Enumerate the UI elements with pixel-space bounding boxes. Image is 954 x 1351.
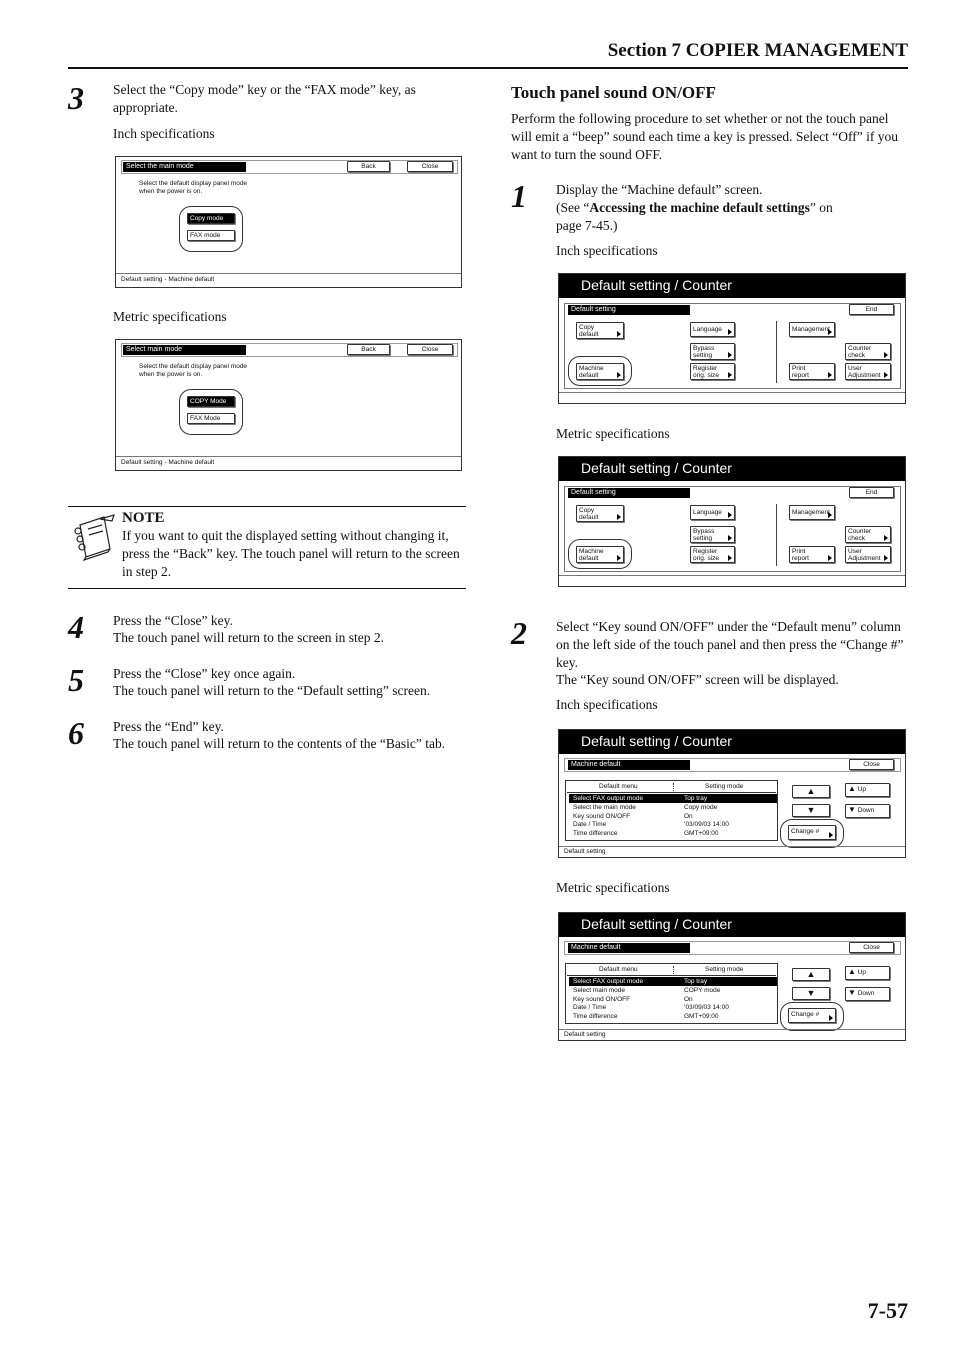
- header-rule: [68, 67, 908, 69]
- section-heading: Touch panel sound ON/OFF: [511, 83, 716, 102]
- note-text: If you want to quit the displayed setting without changing it, press the “Back” key. The touch panel will return to the screen in step 2.: [122, 528, 460, 579]
- select-main-mode-screen-metric: [115, 339, 462, 471]
- row-1-value: COPY mode: [684, 987, 721, 994]
- print-report-button[interactable]: Print report: [789, 363, 835, 380]
- step-3-text: Select the “Copy mode” key or the “FAX mode” key, as appropriate.: [113, 82, 416, 115]
- page-number: 7-57: [867, 1298, 908, 1323]
- counter-check-button[interactable]: Counter check: [845, 343, 891, 360]
- copy-mode-button[interactable]: Copy mode: [187, 213, 235, 224]
- machine-default-screen-inch: [558, 729, 906, 858]
- panel-header: Default setting / Counter: [559, 730, 905, 754]
- screen-title: Machine default: [568, 760, 690, 770]
- machine-default-button[interactable]: Machine default: [576, 363, 624, 380]
- copy-default-button[interactable]: Copy default: [576, 322, 624, 339]
- register-orig-size-button[interactable]: Register orig. size: [690, 363, 735, 380]
- counter-check-button[interactable]: Counter check: [845, 526, 891, 543]
- panel-header: Default setting / Counter: [559, 457, 905, 481]
- step-number-2: 2: [511, 615, 527, 651]
- metric-spec-label: Metric specifications: [556, 426, 670, 441]
- bypass-setting-button[interactable]: Bypass setting: [690, 343, 735, 360]
- scroll-up-button[interactable]: [792, 785, 830, 798]
- col-header-setting-mode: Setting mode: [705, 783, 744, 790]
- scroll-down-button[interactable]: [792, 987, 830, 1000]
- triangle-up-icon: ▲: [848, 967, 856, 976]
- row-3-menu[interactable]: Date / Time: [573, 821, 607, 828]
- inch-spec-label: Inch specifications: [556, 697, 658, 712]
- step-2-text-2: The “Key sound ON/OFF” screen will be displayed.: [556, 672, 839, 687]
- desc-line-1: Select the default display panel mode: [139, 180, 248, 187]
- bypass-setting-button[interactable]: Bypass setting: [690, 526, 735, 543]
- step-1-line-2: (See “Accessing the machine default settings” on: [556, 200, 833, 215]
- up-button[interactable]: ▲ Up: [845, 783, 890, 797]
- row-1-value: Copy mode: [684, 804, 718, 811]
- row-3-value: ‘03/09/03 14:00: [684, 1004, 729, 1011]
- step-1-line-3: page 7-45.): [556, 218, 618, 233]
- screen-title: Select the main mode: [123, 162, 246, 172]
- inch-spec-label: Inch specifications: [556, 243, 658, 258]
- close-button[interactable]: Close: [407, 344, 453, 355]
- desc-line-1: Select the default display panel mode: [139, 363, 248, 370]
- machine-default-button[interactable]: Machine default: [576, 546, 624, 563]
- row-1-menu[interactable]: Select main mode: [573, 987, 626, 994]
- back-button[interactable]: Back: [347, 344, 390, 355]
- screen-title: Machine default: [568, 943, 690, 953]
- note-rule-top: [68, 506, 466, 507]
- arrow-down-icon: ▼: [806, 805, 816, 815]
- metric-spec-label: Metric specifications: [113, 309, 227, 324]
- step-4-line-1: Press the “Close” key.: [113, 613, 233, 628]
- desc-line-2: when the power is on.: [139, 188, 203, 195]
- step-number-6: 6: [68, 715, 84, 751]
- row-2-menu[interactable]: Key sound ON/OFF: [573, 996, 631, 1003]
- step-2-text: Select “Key sound ON/OFF” under the “Default menu” column on the left side of the touch panel and then press the “Change #” key.: [556, 619, 904, 670]
- col-header-setting-mode: Setting mode: [705, 966, 744, 973]
- row-0-menu: Select FAX output mode: [573, 978, 644, 985]
- step-5-line-2: The touch panel will return to the “Default setting” screen.: [113, 683, 431, 698]
- row-4-menu[interactable]: Time difference: [573, 830, 618, 837]
- row-4-menu[interactable]: Time difference: [573, 1013, 618, 1020]
- screen-title: Select main mode: [123, 345, 246, 355]
- triangle-down-icon: ▼: [848, 805, 856, 814]
- scroll-up-button[interactable]: [792, 968, 830, 981]
- panel-header: Default setting / Counter: [559, 913, 905, 937]
- close-button[interactable]: Close: [407, 161, 453, 172]
- step-4-line-2: The touch panel will return to the screen in step 2.: [113, 630, 385, 645]
- row-4-value: GMT+09:00: [684, 1013, 719, 1020]
- screen-footer: Default setting: [564, 848, 606, 855]
- end-button[interactable]: End: [849, 487, 894, 498]
- default-setting-screen-inch: [558, 273, 906, 404]
- screen-title: Default setting: [568, 488, 690, 498]
- step-5-line-1: Press the “Close” key once again.: [113, 666, 296, 681]
- triangle-up-icon: ▲: [848, 784, 856, 793]
- row-3-menu[interactable]: Date / Time: [573, 1004, 607, 1011]
- row-2-menu[interactable]: Key sound ON/OFF: [573, 813, 631, 820]
- panel-header: Default setting / Counter: [559, 274, 905, 298]
- end-button[interactable]: End: [849, 304, 894, 315]
- row-0-value: Top tray: [684, 795, 708, 802]
- row-0-menu: Select FAX output mode: [573, 795, 644, 802]
- language-button[interactable]: Language: [690, 505, 735, 520]
- close-button[interactable]: Close: [849, 759, 894, 770]
- step-number-1: 1: [511, 178, 527, 214]
- triangle-down-icon: ▼: [848, 988, 856, 997]
- scroll-down-button[interactable]: [792, 804, 830, 817]
- screen-footer: Default setting: [564, 1031, 606, 1038]
- row-0-value: Top tray: [684, 978, 708, 985]
- desc-line-2: when the power is on.: [139, 371, 203, 378]
- screen-footer: Default setting - Machine default: [121, 459, 215, 466]
- screen-footer: Default setting - Machine default: [121, 276, 215, 283]
- row-2-value: On: [684, 996, 693, 1003]
- row-1-menu[interactable]: Select the main mode: [573, 804, 636, 811]
- select-main-mode-screen-inch: [115, 156, 462, 288]
- arrow-down-icon: ▼: [806, 988, 816, 998]
- language-button[interactable]: Language: [690, 322, 735, 337]
- step-number-3: 3: [68, 80, 84, 116]
- step-6-line-1: Press the “End” key.: [113, 719, 224, 734]
- note-rule-bottom: [68, 588, 466, 589]
- up-button[interactable]: ▲ Up: [845, 966, 890, 980]
- close-button[interactable]: Close: [849, 942, 894, 953]
- row-2-value: On: [684, 813, 693, 820]
- arrow-up-icon: ▲: [806, 969, 816, 979]
- step-number-5: 5: [68, 662, 84, 698]
- print-report-button[interactable]: Print report: [789, 546, 835, 563]
- col-header-default-menu: Default menu: [599, 966, 638, 973]
- arrow-up-icon: ▲: [806, 786, 816, 796]
- register-orig-size-button[interactable]: Register orig. size: [690, 546, 735, 563]
- change-button[interactable]: Change #: [788, 1008, 836, 1023]
- machine-default-screen-metric: [558, 912, 906, 1041]
- section-title: Section 7 COPIER MANAGEMENT: [607, 40, 908, 61]
- step-number-4: 4: [68, 609, 84, 645]
- metric-spec-label: Metric specifications: [556, 880, 670, 895]
- notebook-icon: [70, 513, 116, 563]
- step-6-line-2: The touch panel will return to the contents of the “Basic” tab.: [113, 736, 446, 751]
- screen-title: Default setting: [568, 305, 690, 315]
- row-3-value: ‘03/09/03 14:00: [684, 821, 729, 828]
- management-button[interactable]: Management: [789, 505, 835, 520]
- copy-mode-button[interactable]: COPY Mode: [187, 396, 235, 407]
- note-title: NOTE: [122, 510, 165, 526]
- copy-default-button[interactable]: Copy default: [576, 505, 624, 522]
- management-button[interactable]: Management: [789, 322, 835, 337]
- user-adjustment-button[interactable]: User Adjustment: [845, 363, 891, 380]
- col-header-default-menu: Default menu: [599, 783, 638, 790]
- intro-text: Perform the following procedure to set whether or not the touch panel will emit a “beep” sound each time a key is pressed. Select “Off” if you want to turn the sound OFF.: [511, 111, 898, 162]
- inch-spec-label: Inch specifications: [113, 126, 215, 141]
- down-button[interactable]: ▼ Down: [845, 987, 890, 1001]
- fax-mode-button[interactable]: FAX mode: [187, 230, 235, 241]
- back-button[interactable]: Back: [347, 161, 390, 172]
- change-button[interactable]: Change #: [788, 825, 836, 840]
- down-button[interactable]: ▼ Down: [845, 804, 890, 818]
- step-1-line-1: Display the “Machine default” screen.: [556, 182, 763, 197]
- fax-mode-button[interactable]: FAX Mode: [187, 413, 235, 424]
- user-adjustment-button[interactable]: User Adjustment: [845, 546, 891, 563]
- row-4-value: GMT+09:00: [684, 830, 719, 837]
- default-setting-screen-metric: [558, 456, 906, 587]
